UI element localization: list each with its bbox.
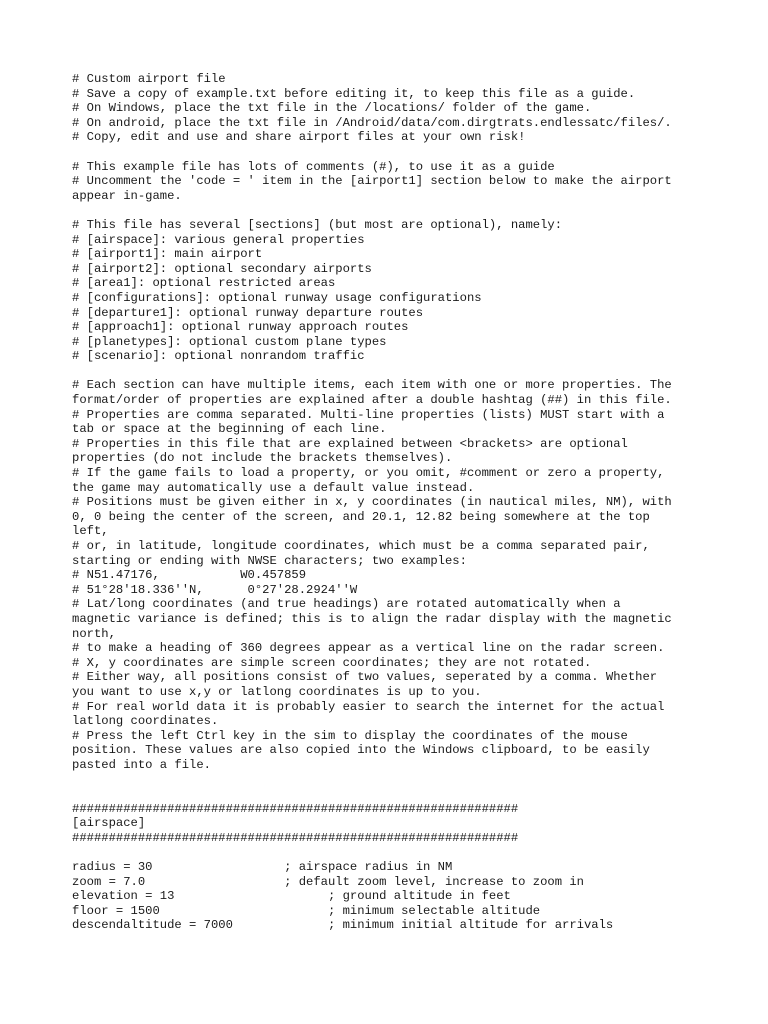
comment-line: 0, 0 being the center of the screen, and 20.1, 12.82 being somewhere at the top [72,509,650,524]
comment-line: # Positions must be given either in x, y coordinates (in nautical miles, NM), with [72,495,672,510]
comment-line: pasted into a file. [72,757,211,772]
section-title-airspace: [airspace] [72,816,146,831]
comment-line: # Uncomment the 'code = ' item in the [airport1] section below to make the airport [72,174,672,189]
comment-line: tab or space at the beginning of each line. [72,422,387,437]
header-comment-block [72,72,698,145]
comment-line: north, [72,626,116,641]
comment-line: properties (do not include the brackets themselves). [72,451,453,466]
comment-line: left, [72,524,109,539]
comment-line: # Custom airport file [72,72,226,86]
comment-line: the game may automatically use a default value instead. [72,480,475,495]
section-list-item: # [planetypes]: optional custom plane types [72,334,387,349]
property-descendaltitude: descendaltitude = 7000 ; minimum initial altitude for arrivals [72,918,614,933]
comment-line: # If the game fails to load a property, or you omit, #comment or zero a property, [72,466,665,481]
comment-line: latlong coordinates. [72,714,219,729]
property-zoom: zoom = 7.0 ; default zoom level, increase to zoom in [72,874,584,889]
comment-line: magnetic variance is defined; this is to align the radar display with the magnetic [72,611,672,626]
rules-comment-block [72,378,698,772]
comment-line: # Properties are comma separated. Multi-line properties (lists) MUST start with a [72,407,665,422]
comment-line: # This example file has lots of comments (#), to use it as a guide [72,159,555,174]
comment-line: # Press the left Ctrl key in the sim to display the coordinates of the mouse [72,728,628,743]
intro-comment-block [72,160,698,204]
section-list-item: # [configurations]: optional runway usage configurations [72,290,482,305]
section-list-item: # [airspace]: various general properties [72,232,365,247]
property-floor: floor = 1500 ; minimum selectable altitude [72,903,541,918]
blank-line [72,845,698,860]
comment-line: # Lat/long coordinates (and true headings) are rotated automatically when a [72,597,621,612]
section-list-item: # [airport1]: main airport [72,247,263,262]
comment-line: # This file has several [sections] (but most are optional), namely: [72,217,563,232]
blank-line [72,203,698,218]
blank-line [72,773,698,802]
blank-line [72,145,698,160]
comment-line: # or, in latitude, longitude coordinates, which must be a comma separated pair, [72,539,650,553]
comment-line: # On android, place the txt file in /Android/data/com.dirgtrats.endlessatc/files/. [72,115,672,130]
comment-line: # Each section can have multiple items, each item with one or more properties. The [72,378,672,393]
comment-line: appear in-game. [72,188,182,203]
section-list-item: # [departure1]: optional runway departure routes [72,305,424,320]
section-list-item: # [area1]: optional restricted areas [72,276,336,291]
comment-line: you want to use x,y or latlong coordinates is up to you. [72,684,482,699]
coordinate-example-line: # 51°28'18.336''N, 0°27'28.2924''W [72,582,358,597]
coordinate-example-line: # N51.47176, W0.457859 [72,568,307,583]
sections-list-block [72,218,698,364]
airspace-properties-block [72,860,698,933]
comment-line: # Save a copy of example.txt before editing it, to keep this file as a guide. [72,86,636,101]
comment-line: # Properties in this file that are explained between <brackets> are optional [72,436,628,451]
blank-line [72,364,698,379]
hash-rule-bottom: ############################################################# [72,830,519,845]
section-list-item: # [airport2]: optional secondary airports [72,261,372,276]
document-page [72,72,698,933]
comment-line: starting or ending with NWSE characters; two examples: [72,553,467,568]
comment-line: position. These values are also copied into the Windows clipboard, to be easily [72,743,650,758]
comment-line: # to make a heading of 360 degrees appear as a vertical line on the radar screen. [72,641,665,656]
airspace-section-header [72,802,698,846]
section-list-item: # [approach1]: optional runway approach routes [72,320,409,335]
property-elevation: elevation = 13 ; ground altitude in feet [72,889,511,904]
property-radius: radius = 30 ; airspace radius in NM [72,860,453,875]
comment-line: # For real world data it is probably easier to search the internet for the actual [72,699,665,714]
section-list-item: # [scenario]: optional nonrandom traffic [72,349,365,364]
comment-line: format/order of properties are explained after a double hashtag (##) in this file. [72,393,672,408]
comment-line: # On Windows, place the txt file in the /locations/ folder of the game. [72,101,592,116]
comment-line: # X, y coordinates are simple screen coordinates; they are not rotated. [72,655,592,670]
comment-line: # Copy, edit and use and share airport files at your own risk! [72,130,526,145]
comment-line: # Either way, all positions consist of two values, seperated by a comma. Whether [72,670,658,685]
hash-rule-top: ############################################################# [72,801,519,816]
